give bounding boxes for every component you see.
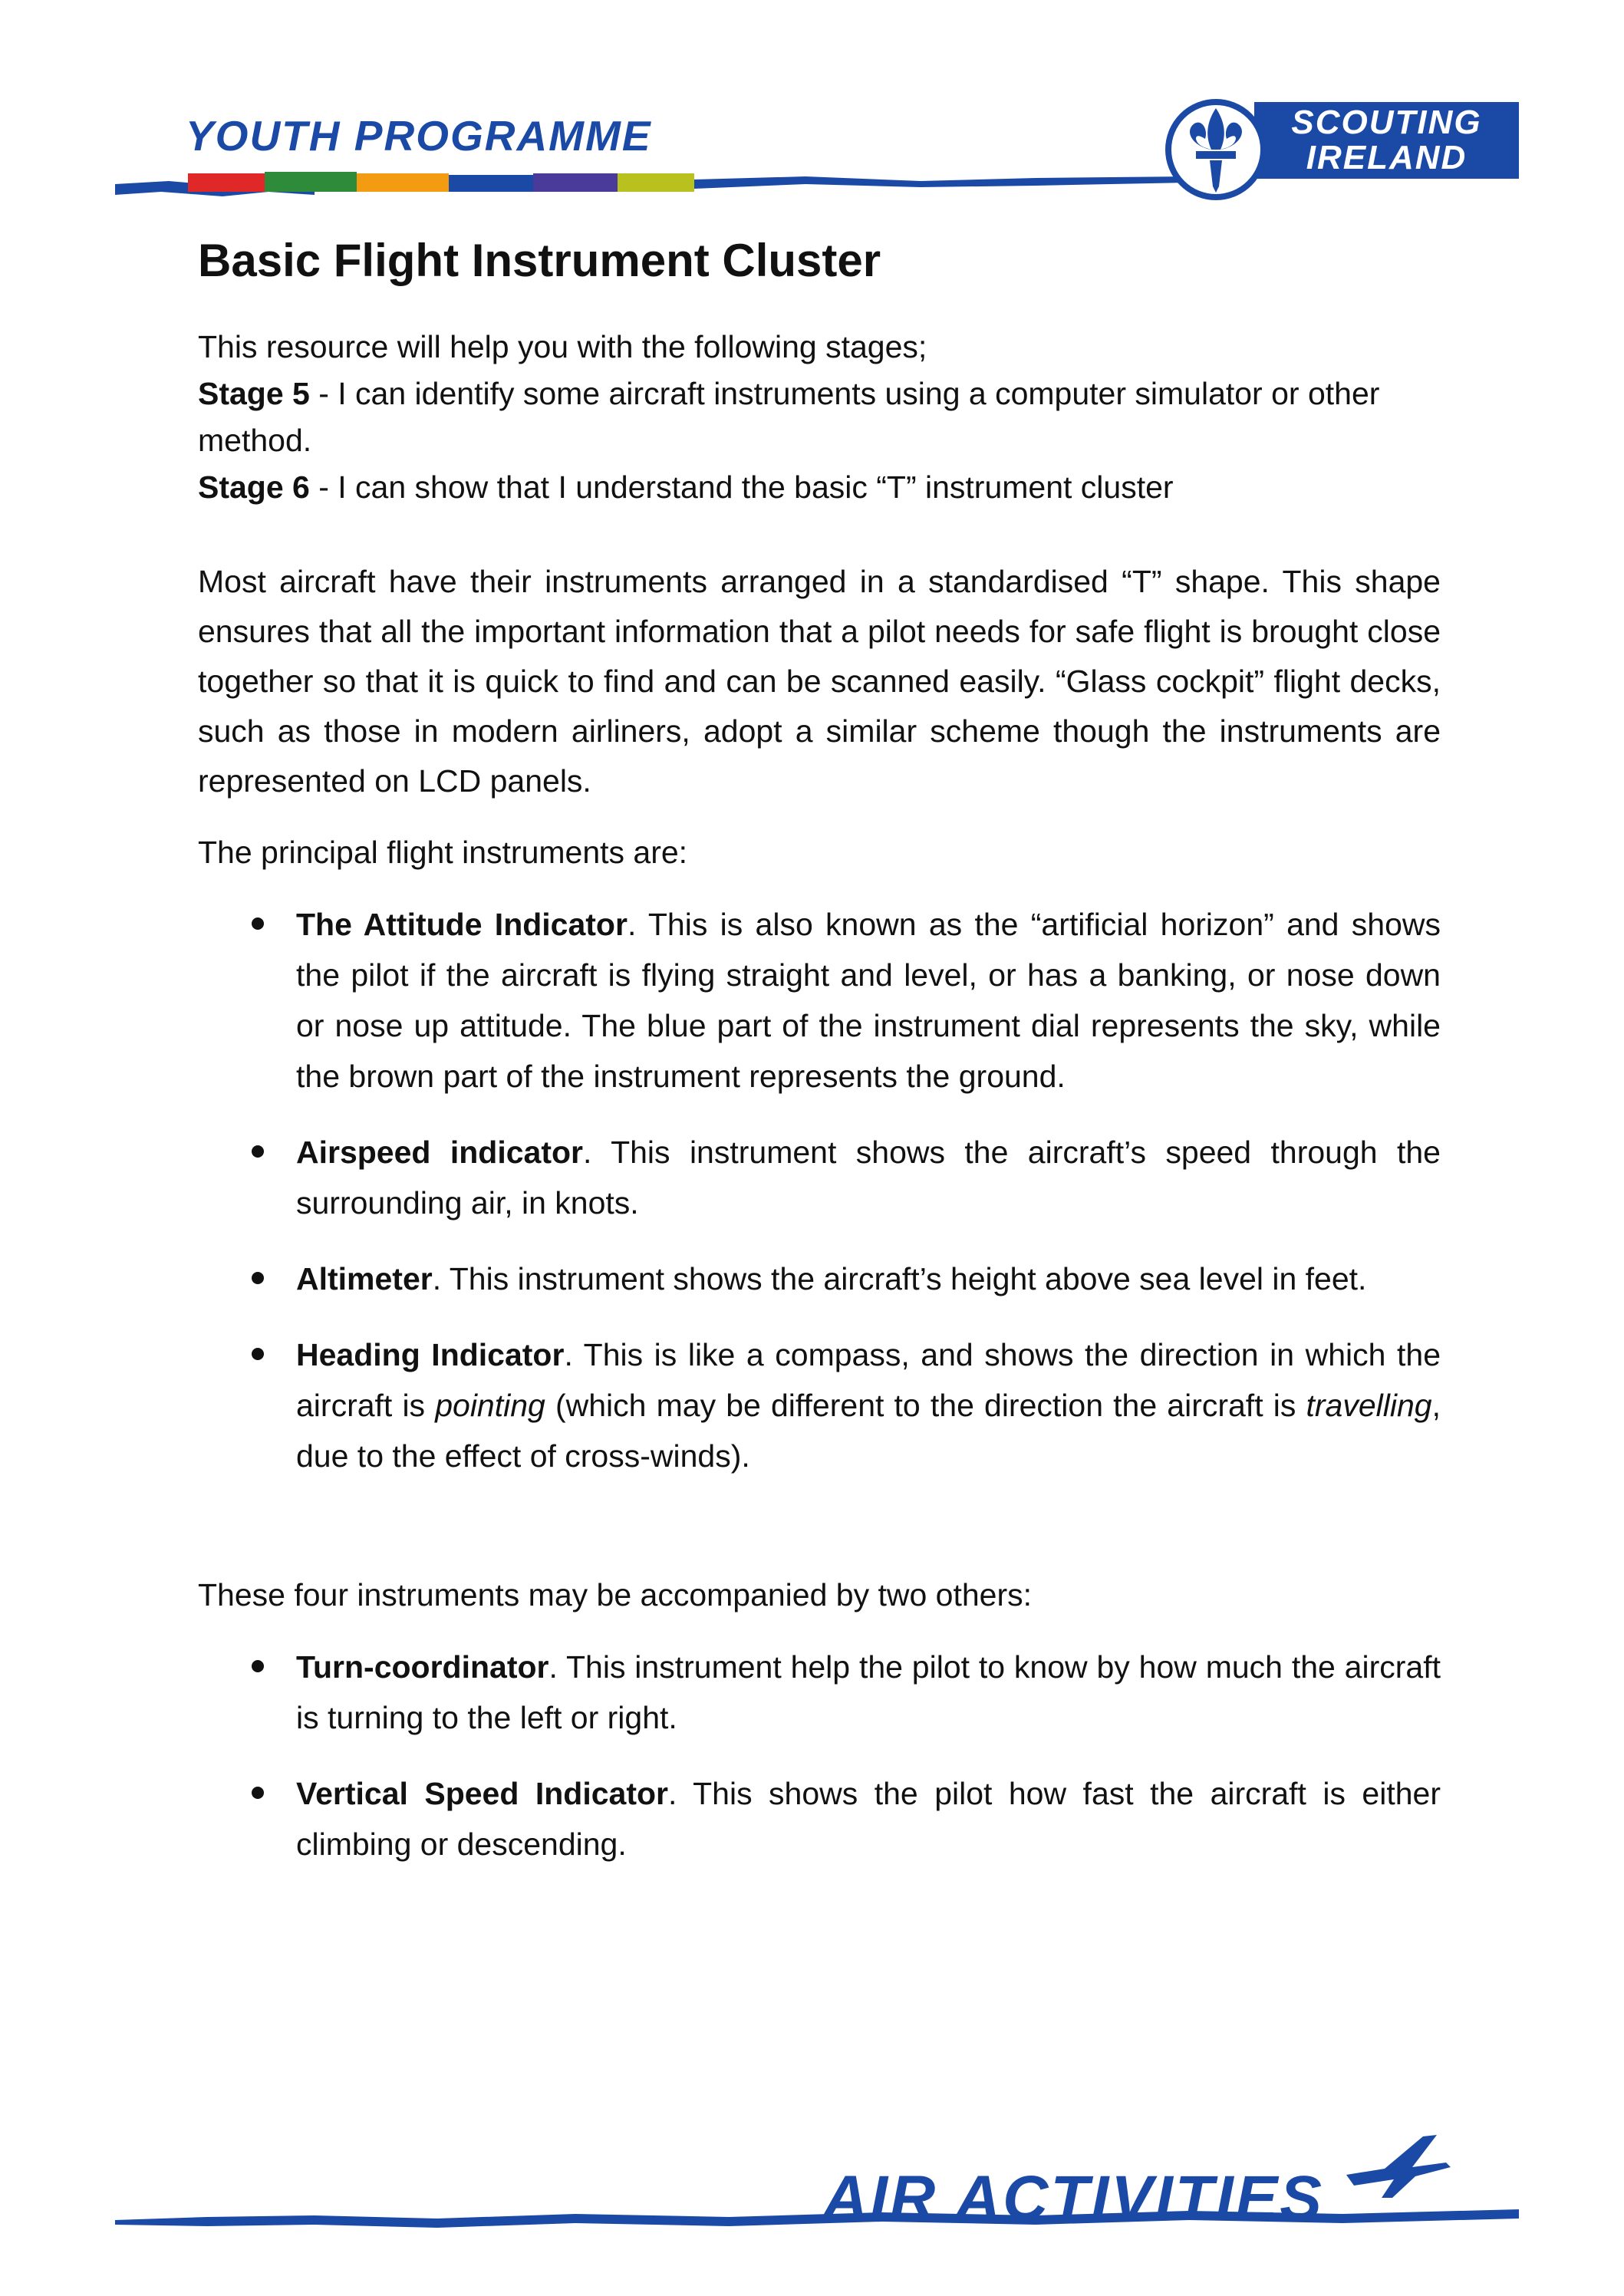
airplane-icon	[1339, 2121, 1454, 2205]
page-title: Basic Flight Instrument Cluster	[198, 235, 881, 286]
page-header	[115, 96, 1519, 211]
instrument-text: (which may be different to the direction the aircraft is	[545, 1388, 1306, 1423]
instrument-text: . This is also known as the “artificial horizon” and shows the pilot if the aircraft is flying straight and level, or has a banking, or nose down or nose up attitude. The blue part of the instrument dial represents the sky, while the brown part of the instrument represents the ground.	[296, 907, 1441, 1094]
instrument-text: . This instrument shows the aircraft’s height above sea level in feet.	[432, 1261, 1367, 1296]
brand-line1: SCOUTING	[1291, 104, 1482, 141]
list-item	[198, 1768, 1441, 1869]
instrument-name: Altimeter	[296, 1261, 433, 1296]
scouting-ireland-logo	[1162, 96, 1519, 203]
emphasis-travelling: travelling	[1306, 1388, 1432, 1423]
fleur-de-lis-icon	[1162, 96, 1270, 203]
instrument-text: . This is like a compass, and shows the direction in which the aircraft is	[296, 1337, 1441, 1423]
emphasis-pointing: pointing	[435, 1388, 545, 1423]
instrument-name: Vertical Speed Indicator	[296, 1776, 668, 1811]
list-item	[198, 1642, 1441, 1743]
brand-box	[1254, 102, 1519, 179]
instrument-text: . This instrument shows the aircraft’s speed through the surrounding air, in knots.	[296, 1135, 1441, 1220]
brand-line2: IRELAND	[1306, 139, 1468, 176]
intro-line: This resource will help you with the following stages;	[198, 329, 927, 364]
t-shape-paragraph: Most aircraft have their instruments arranged in a standardised “T” shape. This shape ensures that all the important information that a pilot needs for safe flight is brought close together so that it is quick to find and can be scanned easily. “Glass cockpit” flight decks, such as those in modern airliners, adopt a similar scheme though the instruments are represented on LCD panels.	[198, 564, 1441, 799]
instrument-name: Airspeed indicator	[296, 1135, 583, 1170]
intro-paragraph	[198, 324, 1441, 511]
stage6-text: - I can show that I understand the basic “T” instrument cluster	[309, 469, 1174, 505]
list-item	[198, 1127, 1441, 1228]
stage6-label: Stage 6	[198, 469, 310, 505]
stage5-text: - I can identify some aircraft instruments using a computer simulator or other method.	[198, 376, 1380, 458]
accompanied-paragraph: These four instruments may be accompanied by two others:	[198, 1577, 1033, 1612]
page-footer	[115, 2113, 1519, 2233]
list-item	[198, 1329, 1441, 1481]
document-body	[198, 230, 1441, 1869]
youth-programme-title: YOUTH PROGRAMME	[186, 112, 652, 160]
list-item	[198, 1253, 1441, 1304]
air-activities-logo-text: AIR ACTIVITIES	[822, 2163, 1324, 2233]
instrument-name: The Attitude Indicator	[296, 907, 628, 942]
instrument-text: , due to the effect of cross-winds).	[296, 1388, 1441, 1474]
other-instrument-list	[198, 1642, 1441, 1869]
principal-instrument-list	[198, 899, 1441, 1481]
instrument-name: Turn-coordinator	[296, 1649, 549, 1685]
principal-heading: The principal flight instruments are:	[198, 835, 688, 870]
stage5-label: Stage 5	[198, 376, 310, 411]
instrument-text: . This shows the pilot how fast the aircraft is either climbing or descending.	[296, 1776, 1441, 1862]
instrument-text: . This instrument help the pilot to know by how much the aircraft is turning to the left or right.	[296, 1649, 1441, 1735]
instrument-name: Heading Indicator	[296, 1337, 565, 1372]
colour-band	[115, 169, 1189, 199]
list-item	[198, 899, 1441, 1102]
